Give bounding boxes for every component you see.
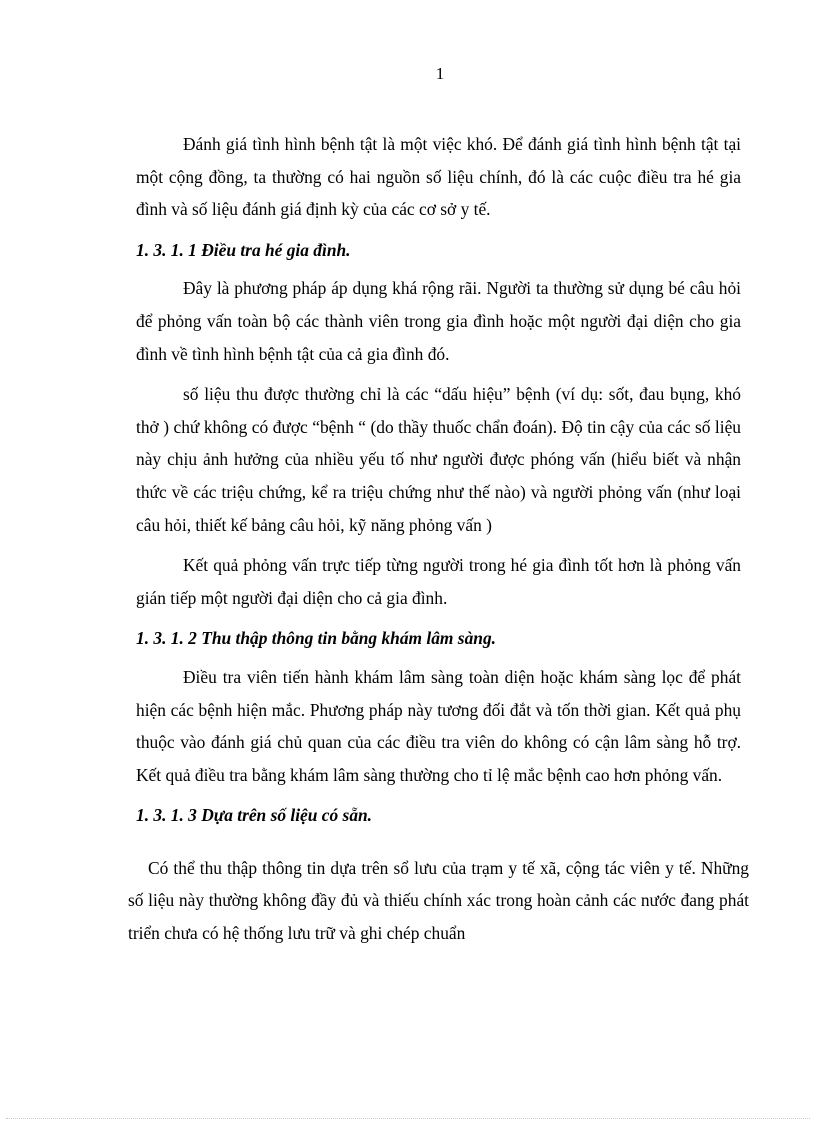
document-body <box>128 128 749 958</box>
paragraph-existing-data: Có thể thu thập thông tin dựa trên sổ lưu của trạm y tế xã, cộng tác viên y tế. Những số liệu này thường không đầy đủ và thiếu chính xác trong hoàn cảnh các nước đang phát triển chưa có hệ thống lưu trữ và ghi chép chuẩn <box>128 857 749 944</box>
heading-clinical-exam: 1. 3. 1. 2 Thu thập thông tin bằng khám lâm sàng. <box>136 628 496 649</box>
paragraph-intro: Đánh giá tình hình bệnh tật là một việc khó. Để đánh giá tình hình bệnh tật tại một cộng đồng, ta thường có hai nguồn số liệu chính, đó là các cuộc điều tra hé gia đình và số liệu đánh giá định kỳ của các cơ sở y tế. <box>136 134 741 220</box>
heading-existing-data: 1. 3. 1. 3 Dựa trên số liệu có sẵn. <box>136 805 373 826</box>
paragraph-household-method: Đây là phương pháp áp dụng khá rộng rãi. Người ta thường sử dụng bé câu hỏi để phỏng vấn toàn bộ các thành viên trong gia đình hoặc một người đại diện cho gia đình về tình hình bệnh tật của cả gia đình đó. <box>136 278 741 364</box>
page-bottom-border <box>6 1118 810 1119</box>
heading-household-survey: 1. 3. 1. 1 Điều tra hé gia đình. <box>136 239 351 260</box>
paragraph-clinical-exam: Điều tra viên tiến hành khám lâm sàng toàn diện hoặc khám sàng lọc để phát hiện các bệnh hiện mắc. Phương pháp này tương đối đắt và tốn thời gian. Kết quả phụ thuộc vào đánh giá chủ quan của các điều tra viên do không có cận lâm sàng hỗ trợ. Kết quả điều tra bằng khám lâm sàng thường cho tỉ lệ mắc bệnh cao hơn phỏng vấn. <box>136 666 741 785</box>
page-number: 1 <box>435 64 445 83</box>
paragraph-symptom-data: số liệu thu được thường chỉ là các “dấu hiệu” bệnh (ví dụ: sốt, đau bụng, khó thở ) chứ không có được “bệnh “ (do thầy thuốc chẩn đoán). Độ tin cậy của các số liệu này chịu ảnh hưởng của nhiều yếu tố như người được phóng vấn (hiểu biết và nhận thức về các triệu chứng, kể ra triệu chứng như thế nào) và người phỏng vấn (như loại câu hỏi, thiết kế bảng câu hỏi, kỹ năng phỏng vấn ) <box>136 384 741 535</box>
paragraph-interview-result: Kết quả phỏng vấn trực tiếp từng người trong hé gia đình tốt hơn là phỏng vấn gián tiếp một người đại diện cho cả gia đình. <box>136 555 741 608</box>
